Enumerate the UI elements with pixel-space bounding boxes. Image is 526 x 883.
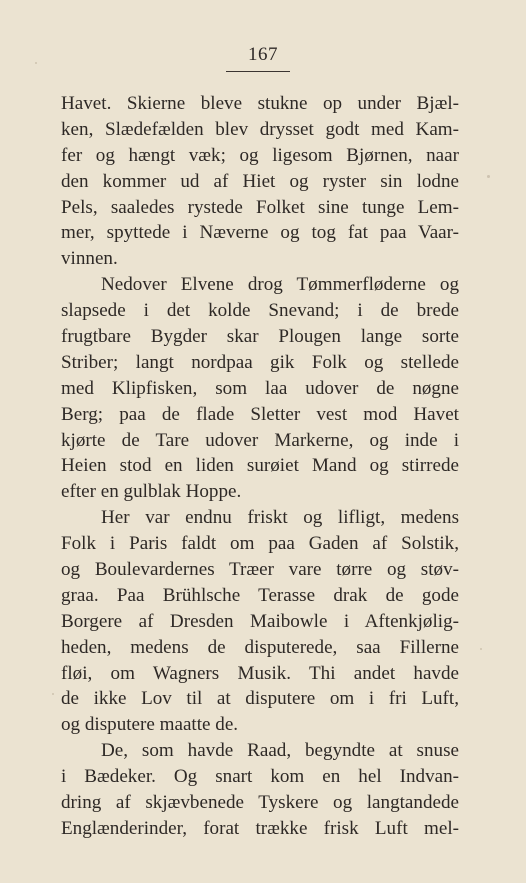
body-text [61,91,459,842]
text-line: i Bædeker. Og snart kom en hel Indvan- [61,766,459,788]
text-line: efter en gulblak Hoppe. [61,481,242,503]
text-line: heden, medens de disputerede, saa Fillerne [61,636,459,658]
text-line: Borgere af Dresden Maibowle i Aftenkjølig- [61,610,459,632]
text-line: Havet. Skierne bleve stukne op under Bjæl- [61,93,459,114]
text-line: Pels, saaledes rystede Folket sine tunge Lem- [61,196,459,218]
text-line: de ikke Lov til at disputere om i fri Luft, [61,688,459,710]
text-line: Berg; paa de flade Sletter vest mod Havet [61,403,459,425]
text-line: fløi, om Wagners Musik. Thi andet havde [61,662,459,684]
text-line: kjørte de Tare udover Markerne, og inde i [61,429,459,451]
text-line: mer, spyttede i Næverne og tog fat paa Vaar- [61,222,459,244]
text-line: dring af skjævbenede Tyskere og langtandede [61,792,459,814]
text-line: graa. Paa Brühlsche Terasse drak de gode [61,584,459,606]
paper-speck [35,62,37,64]
text-line: og Boulevardernes Træer vare tørre og støv- [61,559,459,581]
text-line: den kommer ud af Hiet og ryster sin lodne [61,170,459,192]
text-line: frugtbare Bygder skar Plougen lange sorte [61,326,459,348]
text-line: De, som havde Raad, begyndte at snuse [101,740,459,762]
text-line: Heien stod en liden surøiet Mand og stirrede [61,455,459,477]
paper-speck [52,693,54,695]
page-number: 167 [248,44,278,65]
header-rule [226,71,290,72]
text-line: fer og hængt væk; og ligesom Bjørnen, naar [61,144,459,166]
text-line: ken, Slædefælden blev drysset godt med Kam- [61,118,459,140]
text-line: Striber; langt nordpaa gik Folk og stellede [61,351,459,373]
text-line: slapsede i det kolde Snevand; i de brede [61,300,459,322]
text-line: Englænderinder, forat trække frisk Luft mel- [61,817,459,839]
text-line: Folk i Paris faldt om paa Gaden af Solstik, [61,533,459,555]
text-line: Her var endnu friskt og lifligt, medens [101,507,459,529]
text-line: Nedover Elvene drog Tømmerfløderne og [101,274,459,296]
text-line: vinnen. [61,248,118,270]
text-line: og disputere maatte de. [61,714,239,736]
text-line: med Klipfisken, som laa udover de nøgne [61,377,459,399]
paper-speck [480,648,482,650]
paper-speck [487,175,490,178]
